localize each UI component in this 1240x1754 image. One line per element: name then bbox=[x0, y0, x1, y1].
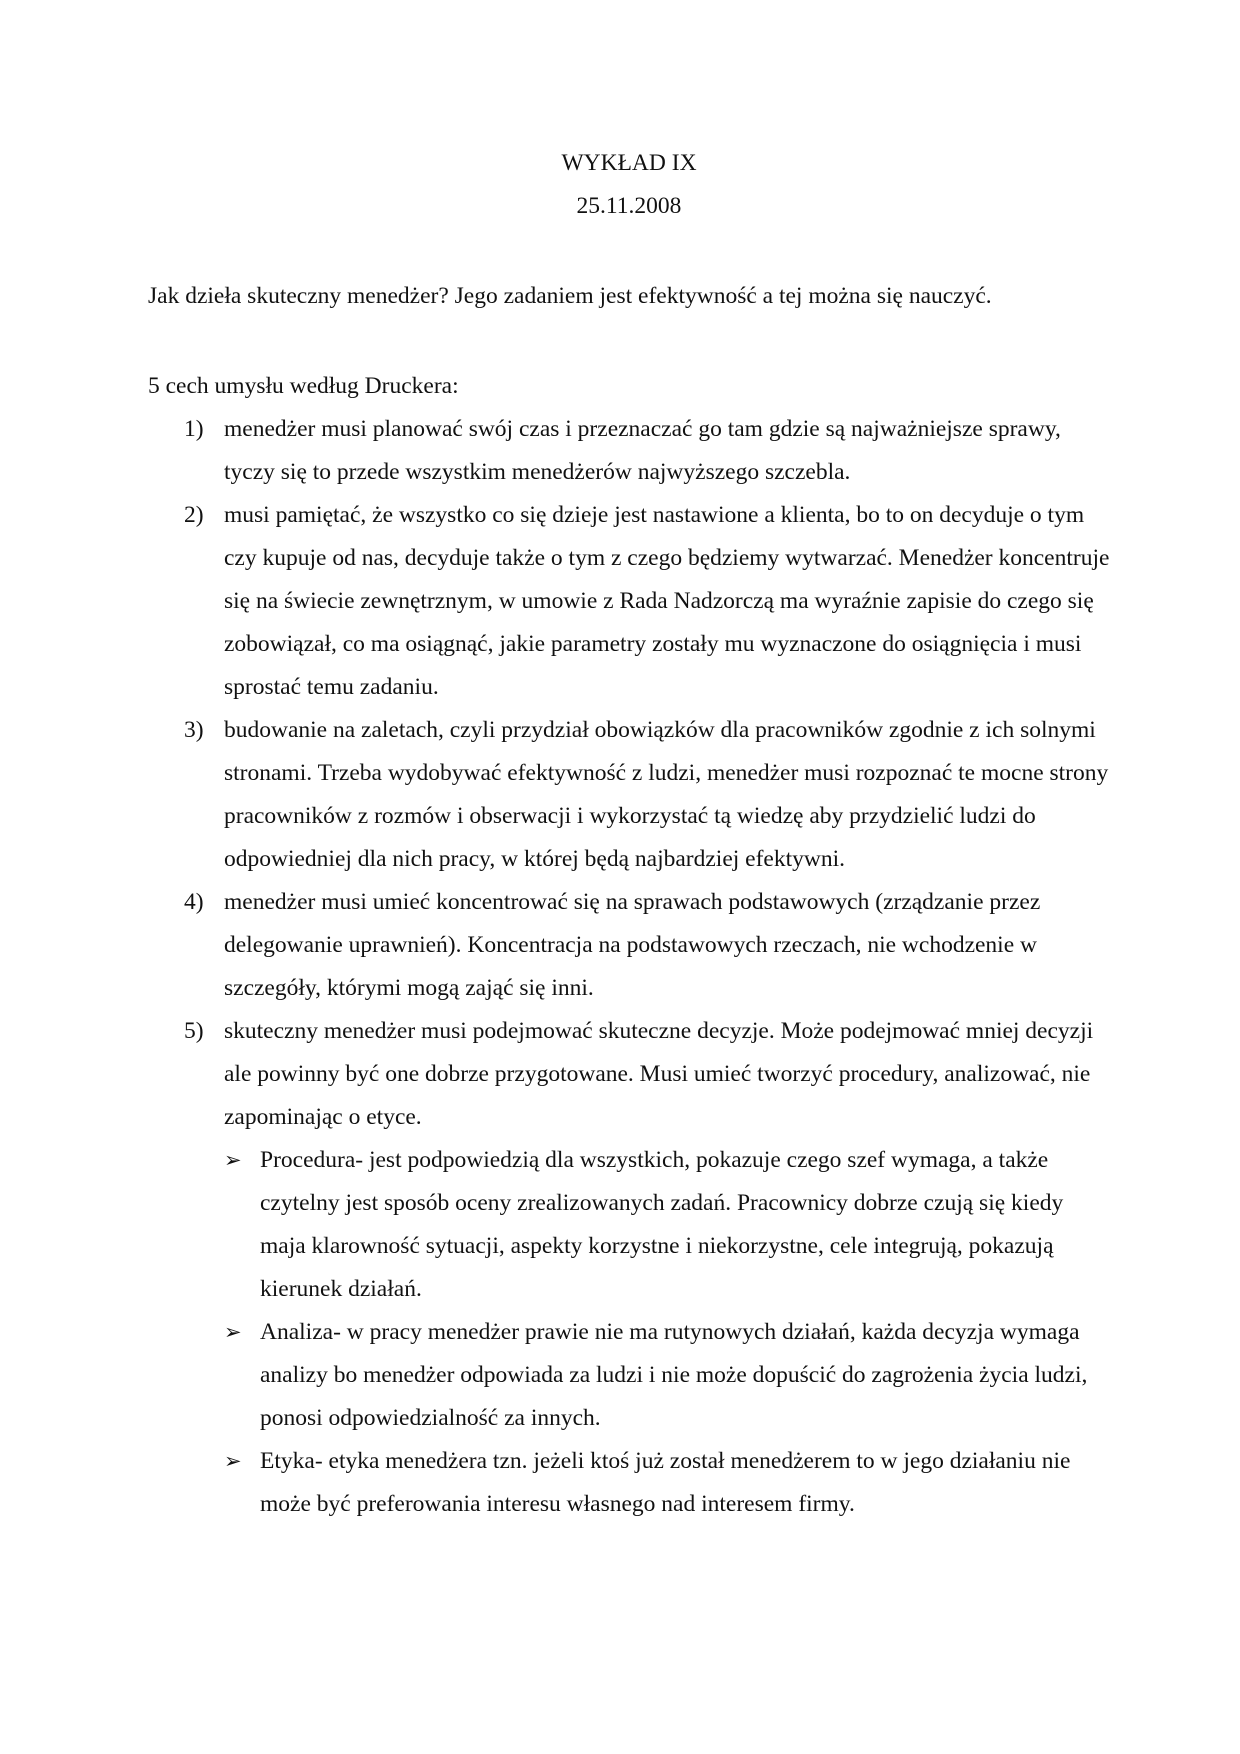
list-number: 2) bbox=[184, 502, 204, 528]
intro-paragraph: Jak dzieła skuteczny menedżer? Jego zadaniem jest efektywność a tej można się nauczyć. bbox=[148, 283, 992, 309]
lecture-date: 25.11.2008 bbox=[576, 193, 682, 219]
list-number: 5) bbox=[184, 1018, 204, 1044]
arrow-bullet-icon: ➢ bbox=[224, 1320, 242, 1344]
sub-item-text: w pracy menedżer prawie nie ma rutynowych działań, każda decyzja wymaga analizy bo menedżer odpowiada za ludzi i nie może dopuścić do zagrożenia życia ludzi, ponosi odpowiedzialność za innych. bbox=[260, 1319, 1088, 1431]
arrow-bullet-icon: ➢ bbox=[224, 1449, 242, 1473]
list-item bbox=[148, 494, 1110, 709]
sub-item-term: Analiza- bbox=[260, 1319, 341, 1345]
lecture-title: WYKŁAD IX bbox=[561, 150, 697, 176]
list-lead: 5 cech umysłu według Druckera: bbox=[148, 373, 459, 399]
list-number: 3) bbox=[184, 717, 204, 743]
drucker-traits-list bbox=[148, 408, 1110, 1139]
sub-list-item bbox=[148, 1440, 1110, 1526]
sub-item-term: Procedura- bbox=[260, 1147, 364, 1173]
arrow-bullet-icon: ➢ bbox=[224, 1148, 242, 1172]
list-item bbox=[148, 408, 1110, 494]
list-item-text: menedżer musi umieć koncentrować się na sprawach podstawowych (zrządzanie przez delegowanie uprawnień). Koncentracja na podstawowych rzeczach, nie wchodzenie w szczegóły, którymi mogą zająć się inni. bbox=[224, 889, 1041, 1001]
sub-item-text: etyka menedżera tzn. jeżeli ktoś już został menedżerem to w jego działaniu nie może być preferowania interesu własnego nad interesem firmy. bbox=[260, 1448, 1071, 1517]
list-item-text: musi pamiętać, że wszystko co się dzieje jest nastawione a klienta, bo to on decyduje o tym czy kupuje od nas, decyduje także o tym z czego będziemy wytwarzać. Menedżer koncentruje się na świecie zewnętrznym, w umowie z Rada Nadzorczą ma wyraźnie zapisie do czego się zobowiązał, co ma osiągnąć, jakie parametry zostały mu wyznaczone do osiągnięcia i musi sprostać temu zadaniu. bbox=[224, 502, 1110, 700]
list-item-text: menedżer musi planować swój czas i przeznaczać go tam gdzie są najważniejsze sprawy, tyczy się to przede wszystkim menedżerów najwyższego szczebla. bbox=[224, 416, 1061, 485]
list-item-text: skuteczny menedżer musi podejmować skuteczne decyzje. Może podejmować mniej decyzji ale powinny być one dobrze przygotowane. Musi umieć tworzyć procedury, analizować, nie zapominając o etyce. bbox=[224, 1018, 1094, 1130]
list-item bbox=[148, 881, 1110, 1010]
sub-item-term: Etyka- bbox=[260, 1448, 323, 1474]
list-item-text: budowanie na zaletach, czyli przydział obowiązków dla pracowników zgodnie z ich solnymi stronami. Trzeba wydobywać efektywność z ludzi, menedżer musi rozpoznać te mocne strony pracowników z rozmów i obserwacji i wykorzystać tą wiedzę aby przydzielić ludzi do odpowiedniej dla nich pracy, w której będą najbardziej efektywni. bbox=[224, 717, 1109, 872]
list-item bbox=[148, 1010, 1110, 1139]
list-number: 4) bbox=[184, 889, 204, 915]
sub-list-item bbox=[148, 1311, 1110, 1440]
list-number: 1) bbox=[184, 416, 204, 442]
sub-list-item bbox=[148, 1139, 1110, 1311]
decision-aspects-list bbox=[148, 1139, 1110, 1526]
list-item bbox=[148, 709, 1110, 881]
sub-item-text: jest podpowiedzią dla wszystkich, pokazuje czego szef wymaga, a także czytelny jest sposób oceny zrealizowanych zadań. Pracownicy dobrze czują się kiedy maja klarowność sytuacji, aspekty korzystne i niekorzystne, cele integrują, pokazują kierunek działań. bbox=[260, 1147, 1064, 1302]
